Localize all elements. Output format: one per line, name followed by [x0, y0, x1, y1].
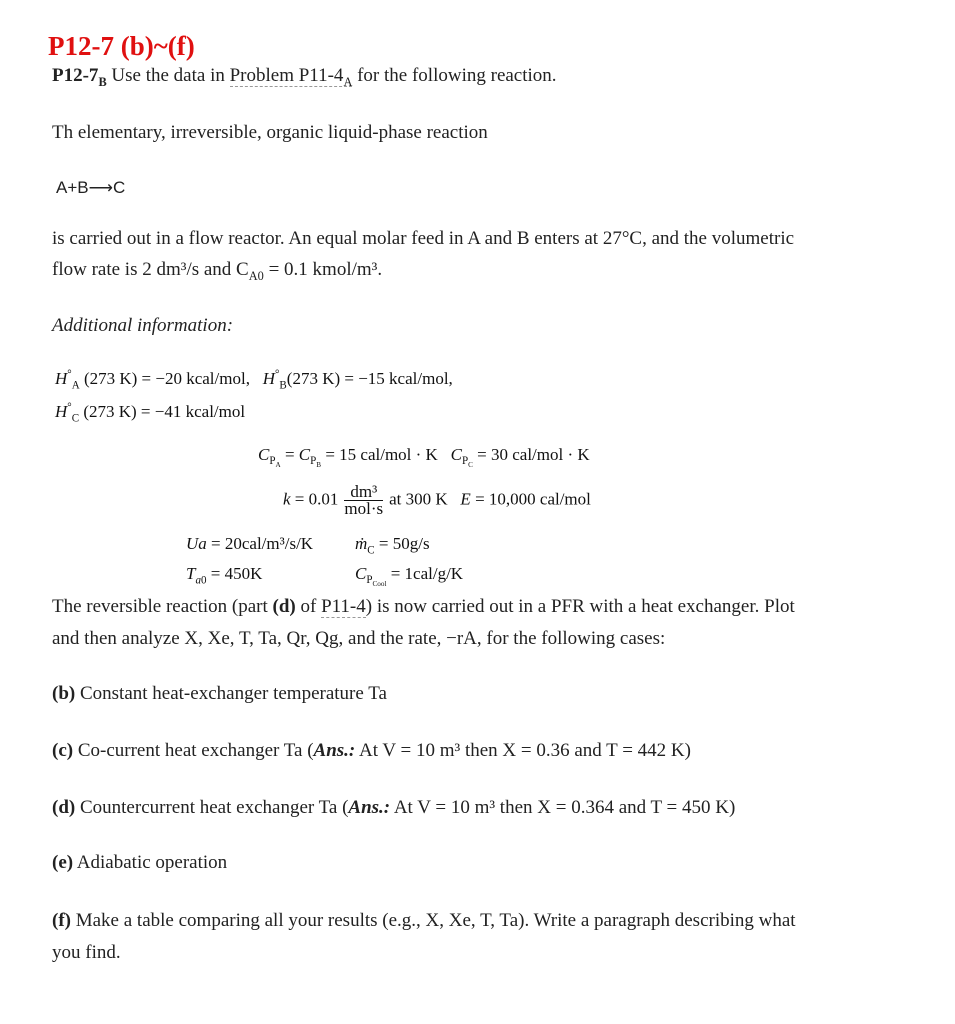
paragraph: flow rate is 2 dm³/s and $C_{A0} = 0.1$ kmol/m³. — [52, 259, 383, 283]
coolant-flow: ṁ$_C$ = 50g/s — [355, 534, 430, 557]
paragraph: The reversible reaction (part (d) of P11-4) is now carried out in a PFR with a heat exchanger. Plot — [52, 596, 795, 617]
problem-link[interactable]: P11-4 — [321, 596, 366, 617]
page-title: P12-7 (b)~(f) — [48, 31, 195, 61]
ua-value: Ua = 20cal/m³/s/K — [186, 534, 314, 553]
case-e: (e) Adiabatic operation — [52, 852, 228, 873]
additional-heading: Additional information: — [52, 315, 234, 336]
case-c: (c) Co-current heat exchanger Ta (Ans.: At V = 10 m³ then X = 0.36 and T = 442 K) — [52, 740, 691, 761]
problem-intro: $P12-7_B$ Use the data in Problem $P11-4_A$ for the following reaction. — [52, 65, 557, 89]
heat-capacities: $C_{P_A} = C_{P_B} = 15$ cal/mol · K $C_{P_C} = 30$ cal/mol · K — [258, 445, 590, 470]
case-f-cont: you find. — [52, 942, 121, 963]
rate-constant: k = 0.01 $\frac{\text{dm³}}{\text{mol·s}}$ at 300 K E = 10,000 cal/mol — [283, 482, 591, 518]
paragraph: Th elementary, irreversible, organic liquid-phase reaction — [52, 122, 488, 143]
case-d: (d) Countercurrent heat exchanger Ta (Ans.: At V = 10 m³ then X = 0.364 and T = 450 K) — [52, 797, 736, 818]
reaction-equation: A+B⟶C — [56, 178, 126, 197]
paragraph: is carried out in a flow reactor. An equal molar feed in A and B enters at 27°C, and the volumetric — [52, 228, 795, 249]
coolant-cp: $C_{P_{Cool}} = 1cal/g/K$ — [355, 564, 464, 589]
paragraph: and then analyze X, Xe, T, Ta, Qr, Qg, and the rate, −rA, for the following cases: — [52, 628, 666, 649]
enthalpy-c: $H^\circ_C$ (273 K) = −41 kcal/mol — [55, 401, 246, 425]
case-f: (f) Make a table comparing all your results (e.g., X, Xe, T, Ta). Write a paragraph describing what — [52, 910, 796, 931]
enthalpy-a-b: $H^\circ_A$ (273 K) = −20 kcal/mol, $H^\circ_B(273$ K) = −15 kcal/mol, — [55, 368, 453, 392]
problem-link[interactable]: Problem $P11-4_A$ — [229, 65, 353, 89]
case-b: (b) Constant heat-exchanger temperature Ta — [52, 683, 387, 704]
ta0-value: $T_{a0} = 450K$ — [186, 564, 263, 587]
